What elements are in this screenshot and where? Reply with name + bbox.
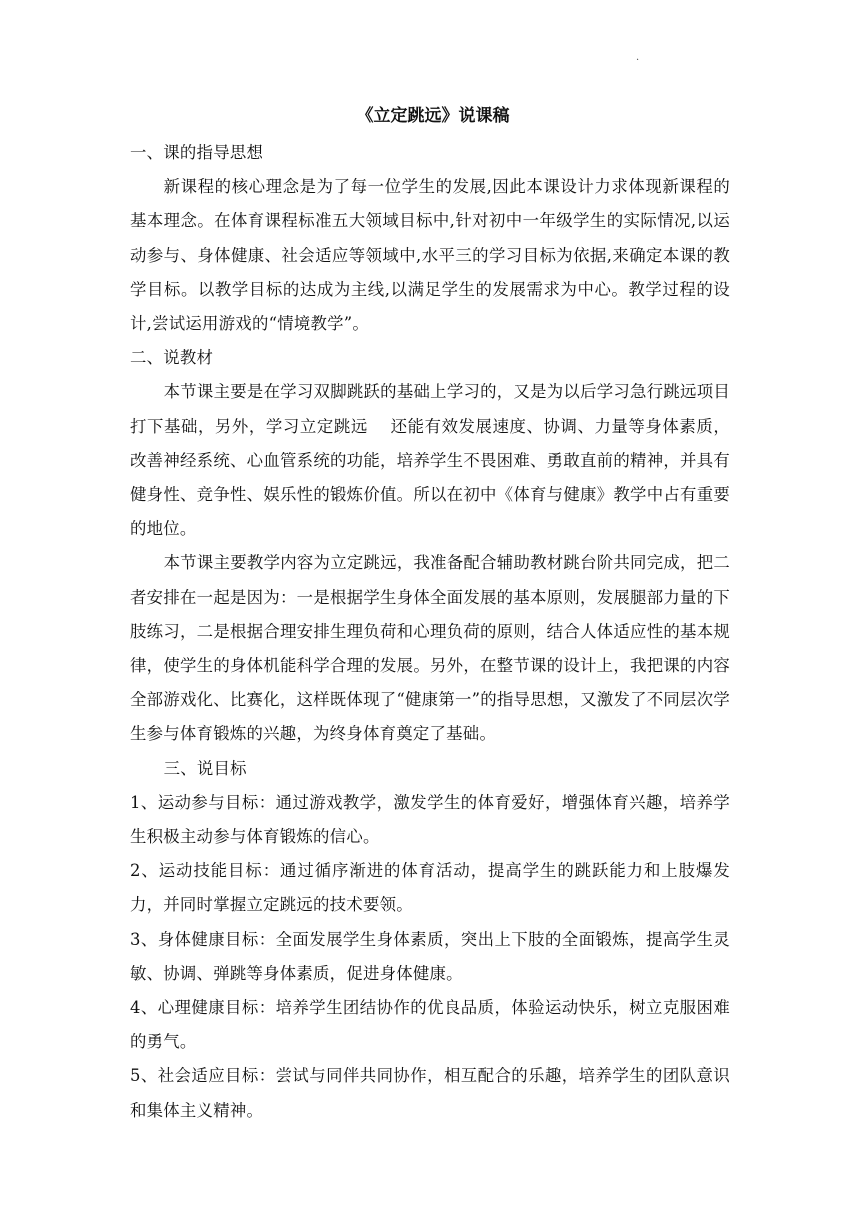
goal-item-skills: 2、运动技能目标：通过循序渐进的体育活动，提高学生的跳跃能力和上肢爆发力，并同时掌握立定跳远的技术要领。 <box>130 861 730 915</box>
paragraph-guiding-idea: 新课程的核心理念是为了每一位学生的发展,因此本课设计力求体现新课程的基本理念。在体育课程标准五大领域目标中,针对初中一年级学生的实际情况,以运动参与、身体健康、社会适应等领域中,水平三的学习目标为依据,来确定本课的教学目标。以教学目标的达成为主线,以满足学生的发展需求为中心。教学过程的设计,尝试运用游戏的“情境教学”。 <box>130 177 730 334</box>
goal-item-mental-health: 4、心理健康目标：培养学生团结协作的优良品质，体验运动快乐，树立克服困难的勇气。 <box>130 998 730 1052</box>
goal-item-social-adaptation: 5、社会适应目标：尝试与同伴共同协作，相互配合的乐趣，培养学生的团队意识和集体主义精神。 <box>130 1066 730 1120</box>
section-heading-goals: 三、说目标 <box>163 758 247 778</box>
section-heading-materials: 二、说教材 <box>130 348 214 368</box>
document-body <box>130 136 730 1128</box>
corner-mark: · <box>636 55 640 66</box>
document-title: 《立定跳远》说课稿 <box>356 106 510 126</box>
section-heading-guiding-idea: 一、课的指导思想 <box>130 143 264 162</box>
goal-item-participation: 1、运动参与目标：通过游戏教学，激发学生的体育爱好，增强体育兴趣，培养学生积极主动参与体育锻炼的信心。 <box>130 792 730 847</box>
paragraph-materials-2: 本节课主要教学内容为立定跳远，我准备配合辅助教材跳台阶共同完成，把二者安排在一起是因为：一是根据学生身体全面发展的基本原则，发展腿部力量的下肢练习，二是根据合理安排生理负荷和心理负荷的原则，结合人体适应性的基本规律，使学生的身体机能科学合理的发展。另外，在整节课的设计上，我把课的内容全部游戏化、比赛化，这样既体现了“健康第一”的指导思想，又激发了不同层次学生参与体育锻炼的兴趣，为终身体育奠定了基础。 <box>130 553 730 744</box>
goal-item-physical-health: 3、身体健康目标：全面发展学生身体素质，突出上下肢的全面锻炼，提高学生灵敏、协调、弹跳等身体素质，促进身体健康。 <box>130 929 730 983</box>
paragraph-materials-1: 本节课主要是在学习双脚跳跃的基础上学习的，又是为以后学习急行跳远项目打下基础，另外，学习立定跳远 还能有效发展速度、协调、力量等身体素质，改善神经系统、心血管系统的功能，培养学生不畏困难、勇敢直前的精神，并具有健身性、竞争性、娱乐性的锻炼价值。所以在初中《体育与健康》教学中占有重要的地位。 <box>130 382 730 539</box>
